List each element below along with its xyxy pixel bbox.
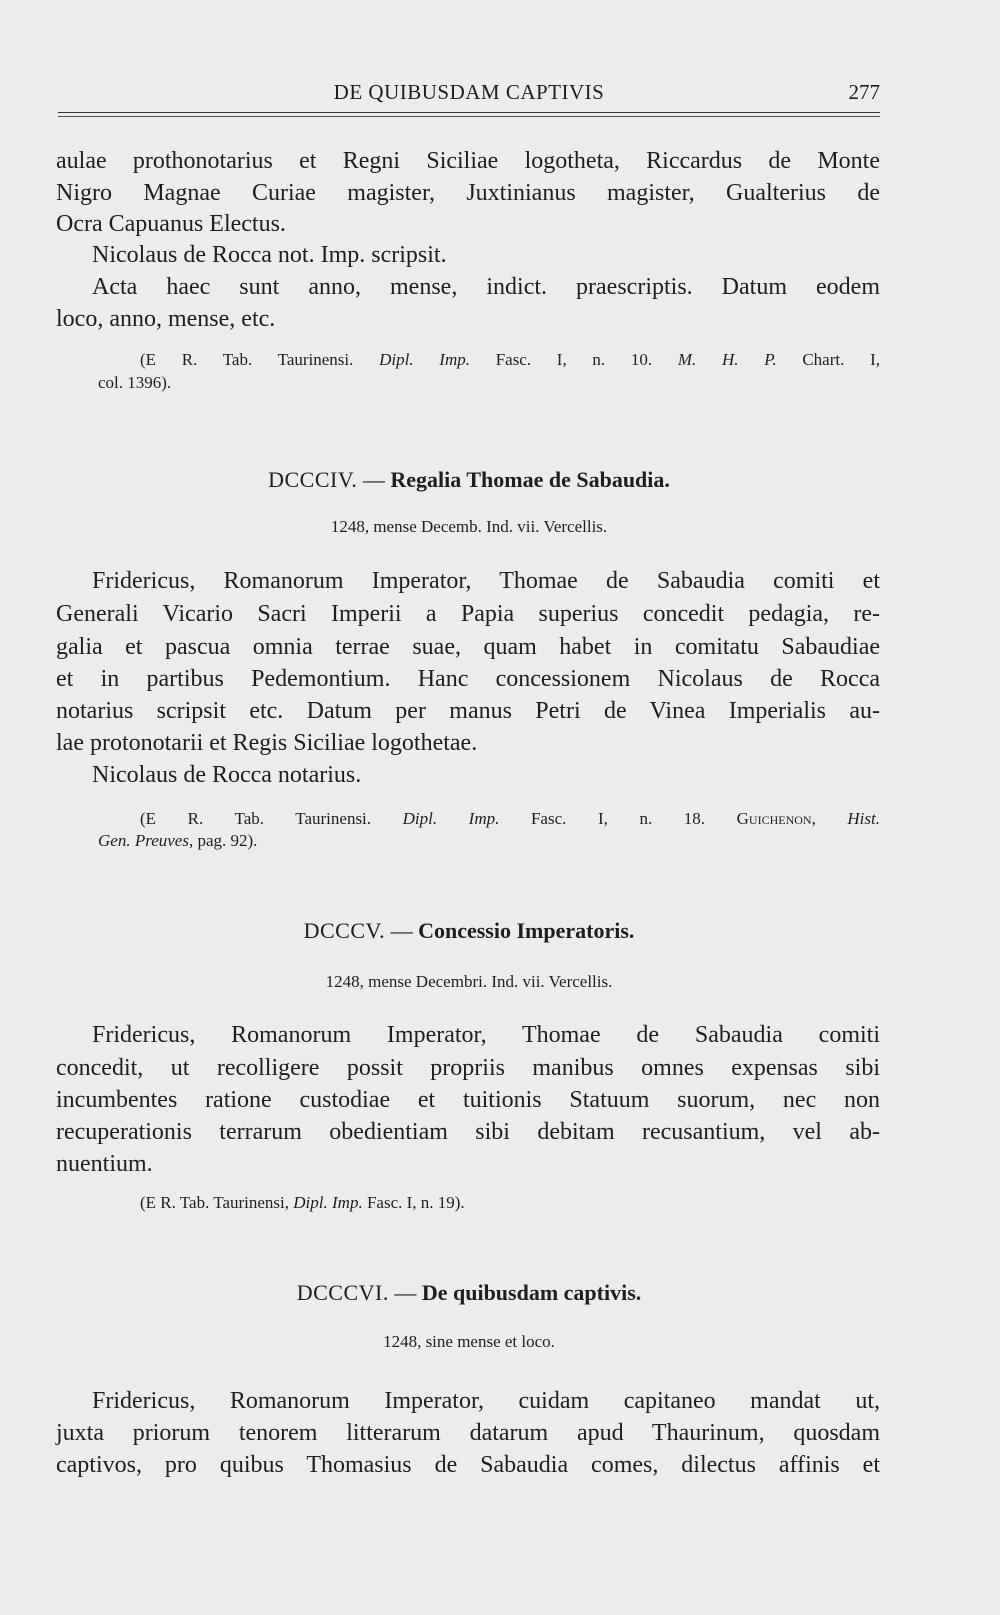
text-line: Fridericus, Romanorum Imperator, Thomae de Sabaudia comiti bbox=[92, 1022, 880, 1048]
header-rule-thin bbox=[58, 116, 880, 117]
source-citation-cont: Gen. Preuves, pag. 92). bbox=[98, 831, 258, 850]
date-line: 1248, mense Decemb. Ind. vii. Vercellis. bbox=[330, 517, 608, 536]
text-line: notarius scripsit etc. Datum per manus Petri de Vinea Imperialis au- bbox=[56, 698, 880, 724]
text-line: aulae prothonotarius et Regni Siciliae logotheta, Riccardus de Monte bbox=[56, 148, 880, 174]
running-title: DE QUIBUSDAM CAPTIVIS bbox=[333, 80, 605, 104]
text-line: Fridericus, Romanorum Imperator, Thomae de Sabaudia comiti et bbox=[92, 568, 880, 594]
page-number: 277 bbox=[848, 80, 880, 104]
document-title: DCCCVI. — De quibusdam captivis. bbox=[296, 1280, 642, 1305]
text-line: Acta haec sunt anno, mense, indict. praescriptis. Datum eodem bbox=[92, 274, 880, 300]
text-line: Fridericus, Romanorum Imperator, cuidam capitaneo mandat ut, bbox=[92, 1388, 880, 1414]
text-line: Nigro Magnae Curiae magister, Juxtinianus magister, Gualterius de bbox=[56, 180, 880, 206]
notary-line: Nicolaus de Rocca not. Imp. scripsit. bbox=[92, 242, 447, 268]
text-line: juxta priorum tenorem litterarum datarum apud Thaurinum, quosdam bbox=[56, 1420, 880, 1446]
source-citation: (E R. Tab. Taurinensi, Dipl. Imp. Fasc. I, n. 19). bbox=[140, 1193, 465, 1212]
text-line: nuentium. bbox=[56, 1151, 153, 1177]
date-line: 1248, mense Decembri. Ind. vii. Vercellis. bbox=[325, 972, 613, 991]
source-citation: (E R. Tab. Taurinensi. Dipl. Imp. Fasc. I, n. 18. Guichenon, Hist. bbox=[140, 809, 880, 828]
text-line: recuperationis terrarum obedientiam sibi debitam recusantium, vel ab- bbox=[56, 1119, 880, 1145]
document-title: DCCCV. — Concessio Imperatoris. bbox=[303, 918, 635, 943]
text-line: captivos, pro quibus Thomasius de Sabaudia comes, dilectus affinis et bbox=[56, 1452, 880, 1478]
text-line: loco, anno, mense, etc. bbox=[56, 306, 276, 332]
text-line: incumbentes ratione custodiae et tuitionis Statuum suorum, nec non bbox=[56, 1087, 880, 1113]
page-header bbox=[58, 80, 880, 114]
header-rule bbox=[58, 112, 880, 113]
text-line: galia et pascua omnia terrae suae, quam habet in comitatu Sabaudiae bbox=[56, 634, 880, 660]
text-line: concedit, ut recolligere possit propriis manibus omnes expensas sibi bbox=[56, 1055, 880, 1081]
notary-line: Nicolaus de Rocca notarius. bbox=[92, 762, 362, 788]
text-line: lae protonotarii et Regis Siciliae logothetae. bbox=[56, 730, 478, 756]
document-title: DCCCIV. — Regalia Thomae de Sabaudia. bbox=[268, 467, 670, 492]
source-citation-cont: col. 1396). bbox=[98, 373, 172, 392]
date-line: 1248, sine mense et loco. bbox=[383, 1332, 555, 1351]
text-line: et in partibus Pedemontium. Hanc concessionem Nicolaus de Rocca bbox=[56, 666, 880, 692]
text-line: Ocra Capuanus Electus. bbox=[56, 211, 286, 237]
source-citation: (E R. Tab. Taurinensi. Dipl. Imp. Fasc. I, n. 10. M. H. P. Chart. I, bbox=[140, 350, 880, 369]
text-line: Generali Vicario Sacri Imperii a Papia superius concedit pedagia, re- bbox=[56, 601, 880, 627]
